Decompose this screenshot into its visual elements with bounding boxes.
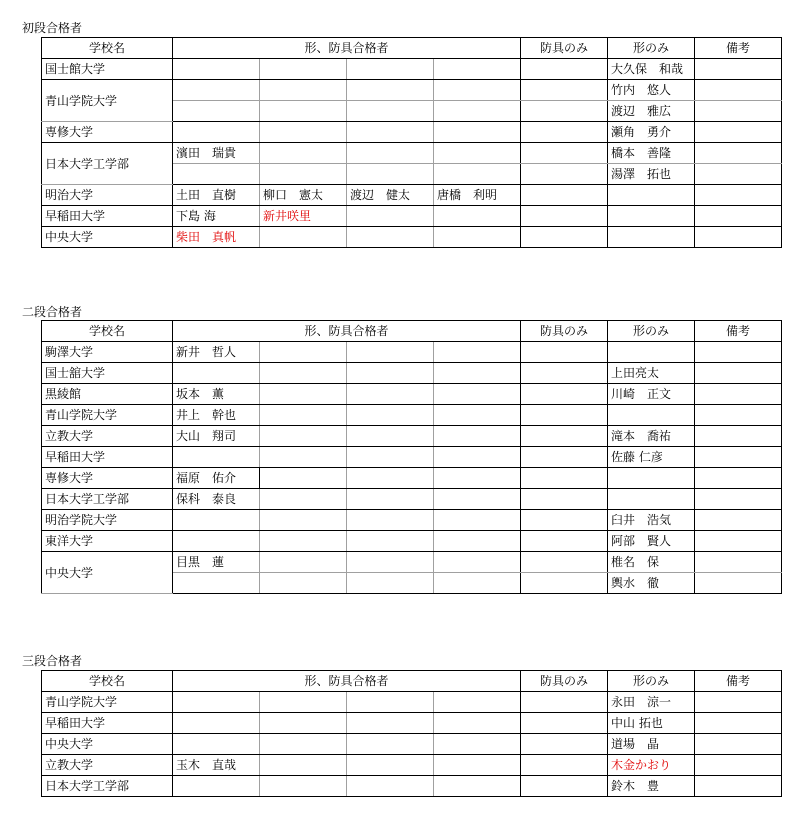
passer-armor-only	[521, 384, 608, 405]
passer-armor-only	[521, 734, 608, 755]
header-school: 学校名	[42, 38, 173, 59]
passer-both	[260, 122, 347, 143]
passer-form-only: 阿部 賢人	[608, 531, 695, 552]
passer-armor-only	[521, 755, 608, 776]
passer-both	[173, 59, 260, 80]
school-name: 国士舘大学	[42, 363, 173, 384]
remarks-cell	[695, 552, 782, 573]
passer-form-only: 永田 涼一	[608, 692, 695, 713]
passer-both	[347, 143, 434, 164]
school-name: 東洋大学	[42, 531, 173, 552]
table-row	[42, 80, 782, 101]
passer-form-only: 渡辺 雅広	[608, 101, 695, 122]
school-name: 早稲田大学	[42, 206, 173, 227]
passer-both	[260, 59, 347, 80]
school-name: 専修大学	[42, 468, 173, 489]
passer-both	[434, 59, 521, 80]
table-row	[42, 531, 782, 552]
passer-both	[347, 405, 434, 426]
passer-form-only	[608, 227, 695, 248]
remarks-cell	[695, 206, 782, 227]
table-row	[42, 489, 782, 510]
passer-both	[173, 80, 260, 101]
remarks-cell	[695, 164, 782, 185]
school-name: 立教大学	[42, 755, 173, 776]
table-row	[42, 227, 782, 248]
remarks-cell	[695, 489, 782, 510]
passer-form-only	[608, 342, 695, 363]
header-form-only: 形のみ	[608, 671, 695, 692]
passer-both	[173, 573, 260, 594]
passer-form-only	[608, 185, 695, 206]
remarks-cell	[695, 101, 782, 122]
remarks-cell	[695, 776, 782, 797]
passer-both: 土田 直樹	[173, 185, 260, 206]
passer-both	[173, 122, 260, 143]
passer-armor-only	[521, 122, 608, 143]
header-row	[42, 671, 782, 692]
passer-both: 玉木 直哉	[173, 755, 260, 776]
passer-both	[434, 734, 521, 755]
remarks-cell	[695, 447, 782, 468]
header-armor-only: 防具のみ	[521, 38, 608, 59]
passer-both	[434, 713, 521, 734]
remarks-cell	[695, 531, 782, 552]
passer-form-only: 竹内 悠人	[608, 80, 695, 101]
passer-both	[434, 164, 521, 185]
passer-both	[434, 143, 521, 164]
table-row	[42, 510, 782, 531]
passer-both	[347, 531, 434, 552]
passer-both	[260, 468, 347, 489]
passer-form-only: 上田亮太	[608, 363, 695, 384]
passer-both	[347, 426, 434, 447]
passer-both: 渡辺 健太	[347, 185, 434, 206]
passer-both	[434, 552, 521, 573]
passer-both: 新井 哲人	[173, 342, 260, 363]
table-row	[42, 122, 782, 143]
passer-both	[173, 713, 260, 734]
remarks-cell	[695, 468, 782, 489]
school-name: 青山学院大学	[42, 80, 173, 122]
passer-both	[434, 447, 521, 468]
passer-both	[347, 510, 434, 531]
passer-armor-only	[521, 489, 608, 510]
remarks-cell	[695, 185, 782, 206]
header-armor-only: 防具のみ	[521, 321, 608, 342]
passer-both	[434, 426, 521, 447]
remarks-cell	[695, 143, 782, 164]
school-name: 専修大学	[42, 122, 173, 143]
passer-both	[347, 713, 434, 734]
passer-both: 大山 翔司	[173, 426, 260, 447]
remarks-cell	[695, 80, 782, 101]
school-name: 日本大学工学部	[42, 776, 173, 797]
passer-both	[434, 573, 521, 594]
passer-both	[434, 405, 521, 426]
passer-both	[260, 692, 347, 713]
table-row	[42, 342, 782, 363]
passer-armor-only	[521, 510, 608, 531]
results-table	[41, 670, 782, 797]
remarks-cell	[695, 573, 782, 594]
passer-form-only: 橋本 善隆	[608, 143, 695, 164]
passer-both	[260, 713, 347, 734]
passer-both	[260, 447, 347, 468]
passer-both	[173, 510, 260, 531]
table-row	[42, 426, 782, 447]
section-title: 初段合格者	[22, 21, 83, 35]
passer-form-only	[608, 489, 695, 510]
header-school: 学校名	[42, 671, 173, 692]
remarks-cell	[695, 59, 782, 80]
school-name: 日本大学工学部	[42, 143, 173, 185]
section-title: 三段合格者	[22, 654, 83, 668]
passer-armor-only	[521, 405, 608, 426]
passer-both	[260, 776, 347, 797]
remarks-cell	[695, 342, 782, 363]
passer-both	[347, 692, 434, 713]
passer-both	[260, 755, 347, 776]
school-name: 中央大学	[42, 734, 173, 755]
results-table	[41, 320, 782, 594]
passer-both	[260, 143, 347, 164]
passer-armor-only	[521, 531, 608, 552]
table-row	[42, 384, 782, 405]
passer-both	[260, 227, 347, 248]
header-both: 形、防具合格者	[173, 671, 521, 692]
passer-both	[260, 489, 347, 510]
passer-armor-only	[521, 692, 608, 713]
passer-both	[347, 573, 434, 594]
passer-armor-only	[521, 164, 608, 185]
table-row	[42, 185, 782, 206]
passer-form-only: 輿水 徹	[608, 573, 695, 594]
remarks-cell	[695, 692, 782, 713]
passer-form-only	[608, 468, 695, 489]
passer-form-only: 道場 晶	[608, 734, 695, 755]
school-name: 早稲田大学	[42, 713, 173, 734]
table-row	[42, 363, 782, 384]
passer-armor-only	[521, 59, 608, 80]
passer-both: 保科 泰良	[173, 489, 260, 510]
school-name: 青山学院大学	[42, 405, 173, 426]
header-row	[42, 321, 782, 342]
school-name: 明治学院大学	[42, 510, 173, 531]
passer-form-only: 佐藤 仁彦	[608, 447, 695, 468]
passer-both: 唐橋 利明	[434, 185, 521, 206]
passer-armor-only	[521, 101, 608, 122]
remarks-cell	[695, 122, 782, 143]
school-name: 青山学院大学	[42, 692, 173, 713]
passer-armor-only	[521, 227, 608, 248]
passer-both	[173, 447, 260, 468]
header-remarks: 備考	[695, 671, 782, 692]
header-form-only: 形のみ	[608, 38, 695, 59]
passer-armor-only	[521, 552, 608, 573]
remarks-cell	[695, 734, 782, 755]
passer-both: 濱田 瑞貴	[173, 143, 260, 164]
header-row	[42, 38, 782, 59]
passer-both: 柴田 真帆	[173, 227, 260, 248]
passer-both	[347, 80, 434, 101]
passer-form-only: 木金かおり	[608, 755, 695, 776]
passer-both: 井上 幹也	[173, 405, 260, 426]
passer-form-only: 臼井 浩気	[608, 510, 695, 531]
passer-both	[434, 101, 521, 122]
passer-both	[434, 80, 521, 101]
remarks-cell	[695, 713, 782, 734]
school-name: 早稲田大学	[42, 447, 173, 468]
passer-both	[434, 692, 521, 713]
passer-armor-only	[521, 206, 608, 227]
passer-both	[347, 164, 434, 185]
school-name: 国士館大学	[42, 59, 173, 80]
passer-armor-only	[521, 447, 608, 468]
passer-both	[347, 101, 434, 122]
passer-both: 新井咲里	[260, 206, 347, 227]
passer-both	[260, 405, 347, 426]
passer-both	[347, 552, 434, 573]
passer-both	[434, 510, 521, 531]
passer-both	[173, 363, 260, 384]
passer-both	[434, 776, 521, 797]
school-name: 立教大学	[42, 426, 173, 447]
passer-both	[347, 206, 434, 227]
passer-both	[173, 531, 260, 552]
header-school: 学校名	[42, 321, 173, 342]
passer-both	[173, 734, 260, 755]
table-row	[42, 468, 782, 489]
passer-both	[347, 447, 434, 468]
header-armor-only: 防具のみ	[521, 671, 608, 692]
passer-both	[347, 755, 434, 776]
passer-both	[347, 227, 434, 248]
passer-both: 柳口 憲太	[260, 185, 347, 206]
passer-both	[260, 164, 347, 185]
passer-both	[434, 206, 521, 227]
passer-both	[347, 734, 434, 755]
header-both: 形、防具合格者	[173, 321, 521, 342]
passer-both	[347, 59, 434, 80]
header-form-only: 形のみ	[608, 321, 695, 342]
passer-both	[434, 468, 521, 489]
passer-form-only: 滝本 喬祐	[608, 426, 695, 447]
passer-armor-only	[521, 185, 608, 206]
passer-both	[347, 122, 434, 143]
passer-armor-only	[521, 342, 608, 363]
passer-both	[347, 384, 434, 405]
school-name: 中央大学	[42, 552, 173, 594]
table-row	[42, 405, 782, 426]
passer-armor-only	[521, 573, 608, 594]
table-row	[42, 776, 782, 797]
remarks-cell	[695, 755, 782, 776]
passer-form-only: 鈴木 豊	[608, 776, 695, 797]
table-row	[42, 143, 782, 164]
passer-both	[434, 489, 521, 510]
passer-both	[173, 692, 260, 713]
remarks-cell	[695, 405, 782, 426]
passer-armor-only	[521, 363, 608, 384]
passer-form-only: 中山 拓也	[608, 713, 695, 734]
remarks-cell	[695, 510, 782, 531]
table-row	[42, 713, 782, 734]
passer-armor-only	[521, 713, 608, 734]
passer-both	[173, 776, 260, 797]
remarks-cell	[695, 426, 782, 447]
school-name: 明治大学	[42, 185, 173, 206]
remarks-cell	[695, 227, 782, 248]
passer-both	[434, 342, 521, 363]
passer-both	[260, 101, 347, 122]
results-table	[41, 37, 782, 248]
passer-armor-only	[521, 468, 608, 489]
passer-armor-only	[521, 776, 608, 797]
table-row	[42, 755, 782, 776]
school-name: 駒澤大学	[42, 342, 173, 363]
table-row	[42, 692, 782, 713]
header-remarks: 備考	[695, 38, 782, 59]
passer-armor-only	[521, 426, 608, 447]
passer-both	[347, 776, 434, 797]
passer-both	[260, 80, 347, 101]
passer-both	[260, 510, 347, 531]
passer-armor-only	[521, 80, 608, 101]
passer-both: 福原 佑介	[173, 468, 260, 489]
passer-form-only: 川崎 正文	[608, 384, 695, 405]
passer-armor-only	[521, 143, 608, 164]
section-title: 二段合格者	[22, 305, 83, 319]
header-remarks: 備考	[695, 321, 782, 342]
passer-both	[347, 489, 434, 510]
passer-both	[434, 122, 521, 143]
table-row	[42, 447, 782, 468]
passer-both	[434, 531, 521, 552]
remarks-cell	[695, 363, 782, 384]
school-name: 黒綾館	[42, 384, 173, 405]
table-row	[42, 552, 782, 573]
passer-both	[173, 164, 260, 185]
remarks-cell	[695, 384, 782, 405]
passer-both	[260, 342, 347, 363]
passer-form-only: 大久保 和哉	[608, 59, 695, 80]
passer-form-only: 瀬角 勇介	[608, 122, 695, 143]
passer-form-only	[608, 405, 695, 426]
passer-both	[260, 363, 347, 384]
passer-form-only: 湯澤 拓也	[608, 164, 695, 185]
school-name: 中央大学	[42, 227, 173, 248]
passer-both	[434, 227, 521, 248]
passer-form-only: 椎名 保	[608, 552, 695, 573]
passer-both	[347, 468, 434, 489]
passer-both	[260, 734, 347, 755]
passer-both	[434, 384, 521, 405]
passer-both: 目黒 蓮	[173, 552, 260, 573]
table-row	[42, 206, 782, 227]
school-name: 日本大学工学部	[42, 489, 173, 510]
passer-both	[434, 363, 521, 384]
table-row	[42, 734, 782, 755]
passer-both	[260, 531, 347, 552]
passer-both	[260, 426, 347, 447]
passer-both	[260, 552, 347, 573]
table-row	[42, 59, 782, 80]
passer-both	[260, 384, 347, 405]
header-both: 形、防具合格者	[173, 38, 521, 59]
passer-both: 坂本 薫	[173, 384, 260, 405]
passer-form-only	[608, 206, 695, 227]
passer-both: 下島 海	[173, 206, 260, 227]
passer-both	[173, 101, 260, 122]
passer-both	[434, 755, 521, 776]
passer-both	[347, 342, 434, 363]
passer-both	[260, 573, 347, 594]
passer-both	[347, 363, 434, 384]
